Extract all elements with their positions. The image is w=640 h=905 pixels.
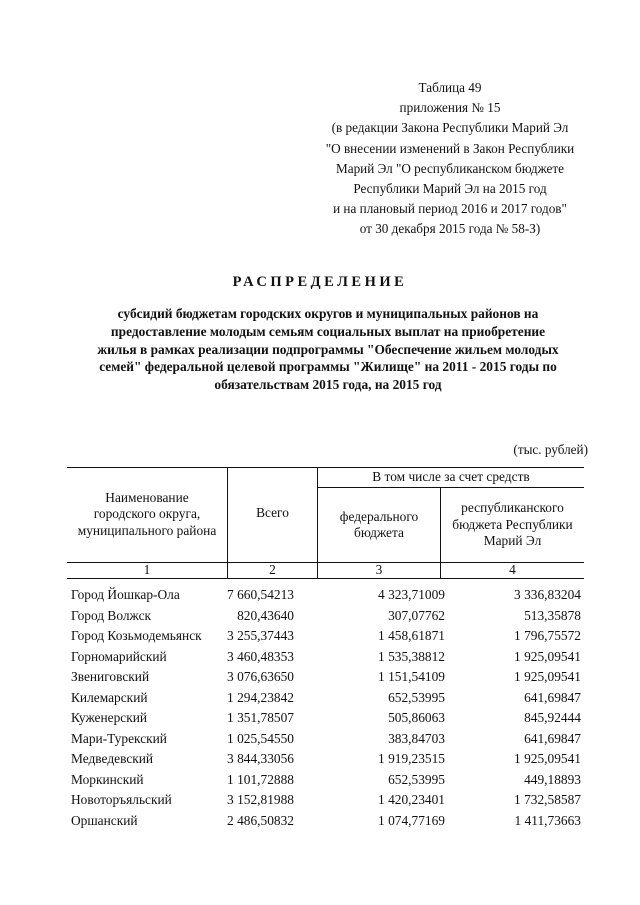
federal-amount: 505,86063 [388,710,445,725]
federal-amount: 1 151,54109 [378,669,445,684]
header-federal: федерального бюджета [339,508,419,540]
approval-note-line: и на плановый период 2016 и 2017 годов" [333,201,567,217]
table-row [67,708,584,729]
col-number-2: 2 [269,562,276,578]
total-amount: 3 255,37443 [227,628,294,643]
federal-amount: 1 919,23515 [378,751,445,766]
district-name: Горномарийский [71,648,167,664]
federal-amount: 4 323,71009 [378,587,445,602]
subtitle-line: предоставление молодым семьям социальных выплат на приобретение [110,323,546,339]
document-subtitle [78,305,578,394]
republic-amount: 3 336,83204 [514,587,581,602]
republic-amount: 449,18893 [524,771,581,787]
table-row [67,811,584,832]
approval-note-line: Таблица 49 [418,80,482,95]
subtitle-line: субсидий бюджетам городских округов и муниципальных районов на [117,306,539,321]
document-title: РАСПРЕДЕЛЕНИЕ [232,274,408,290]
republic-amount: 1 925,09541 [514,751,581,766]
district-name: Город Козьмодемьянск [71,628,202,643]
federal-amount: 1 458,61871 [378,628,445,643]
approval-note-line: приложения № 15 [399,100,501,116]
federal-amount: 1 074,77169 [378,812,445,828]
table-row [67,729,584,750]
total-amount: 1 351,78507 [227,710,294,725]
header-name: Наименование городского округа, муниципального района [77,489,217,538]
republic-amount: 1 411,73663 [514,812,581,828]
approval-note-line: от 30 декабря 2015 года № 58-З) [359,221,541,237]
republic-amount: 1 925,09541 [514,648,581,664]
republic-amount: 641,69847 [524,689,581,705]
district-name: Новоторъяльский [71,792,172,807]
district-name: Звениговский [71,669,150,684]
table-row [67,688,584,709]
federal-amount: 307,07762 [388,607,445,623]
table-row [67,606,584,627]
col-number-4: 4 [509,562,516,578]
col-number-3: 3 [375,562,383,578]
republic-amount: 641,69847 [524,730,581,746]
table-row [67,647,584,668]
district-name: Город Йошкар-Ола [71,587,180,602]
district-name: Город Волжск [71,607,152,623]
total-amount: 820,43640 [237,607,294,623]
republic-amount: 1 796,75572 [514,628,581,643]
table-row [67,667,584,688]
total-amount: 2 486,50832 [227,812,294,828]
subtitle-line: семей" федеральной целевой программы "Жилище" на 2011 - 2015 годы по [99,359,557,375]
federal-amount: 652,53995 [388,689,445,705]
subtitle-line: жилья в рамках реализации подпрограммы "Обеспечение жильем молодых [97,341,559,357]
federal-amount: 1 420,23401 [378,792,445,807]
republic-amount: 513,35878 [524,607,581,623]
approval-note-line: "О внесении изменений в Закон Республики [325,140,575,156]
col-number-1: 1 [143,562,151,578]
district-name: Мари-Турекский [71,730,167,746]
header-total: Всего [256,505,289,520]
district-name: Куженерский [71,710,148,725]
table-row [67,585,584,606]
header-republic: республиканского бюджета Республики Марий Эл [452,500,573,549]
district-name: Медведевский [71,751,154,766]
table-row [67,626,584,647]
table-row [67,770,584,791]
republic-amount: 1 732,58587 [514,792,581,807]
table-row [67,749,584,770]
subsidy-table [67,467,584,837]
total-amount: 7 660,54213 [227,587,294,602]
approval-note-line: (в редакции Закона Республики Марий Эл [331,120,569,136]
total-amount: 3 844,33056 [227,751,294,766]
district-name: Оршанский [71,812,138,828]
header-group: В том числе за счет средств [372,468,530,484]
approval-note-line: Марий Эл "О республиканском бюджете [335,160,565,176]
total-amount: 3 152,81988 [227,792,294,807]
total-amount: 1 025,54550 [227,730,294,746]
federal-amount: 383,84703 [388,730,445,746]
district-name: Моркинский [71,771,144,787]
approval-note-line: Республики Марий Эл на 2015 год [353,181,547,197]
district-name: Килемарский [71,689,148,705]
subtitle-line: обязательствам 2015 года, на 2015 год [214,377,442,393]
approval-note [300,78,600,240]
table-row [67,790,584,811]
total-amount: 1 101,72888 [227,771,294,787]
total-amount: 3 460,48353 [227,648,294,664]
federal-amount: 1 535,38812 [378,648,445,664]
federal-amount: 652,53995 [388,771,445,787]
republic-amount: 845,92444 [524,710,581,725]
total-amount: 1 294,23842 [227,689,294,705]
unit-note: (тыс. рублей) [513,442,588,457]
republic-amount: 1 925,09541 [514,669,581,684]
total-amount: 3 076,63650 [227,669,294,684]
